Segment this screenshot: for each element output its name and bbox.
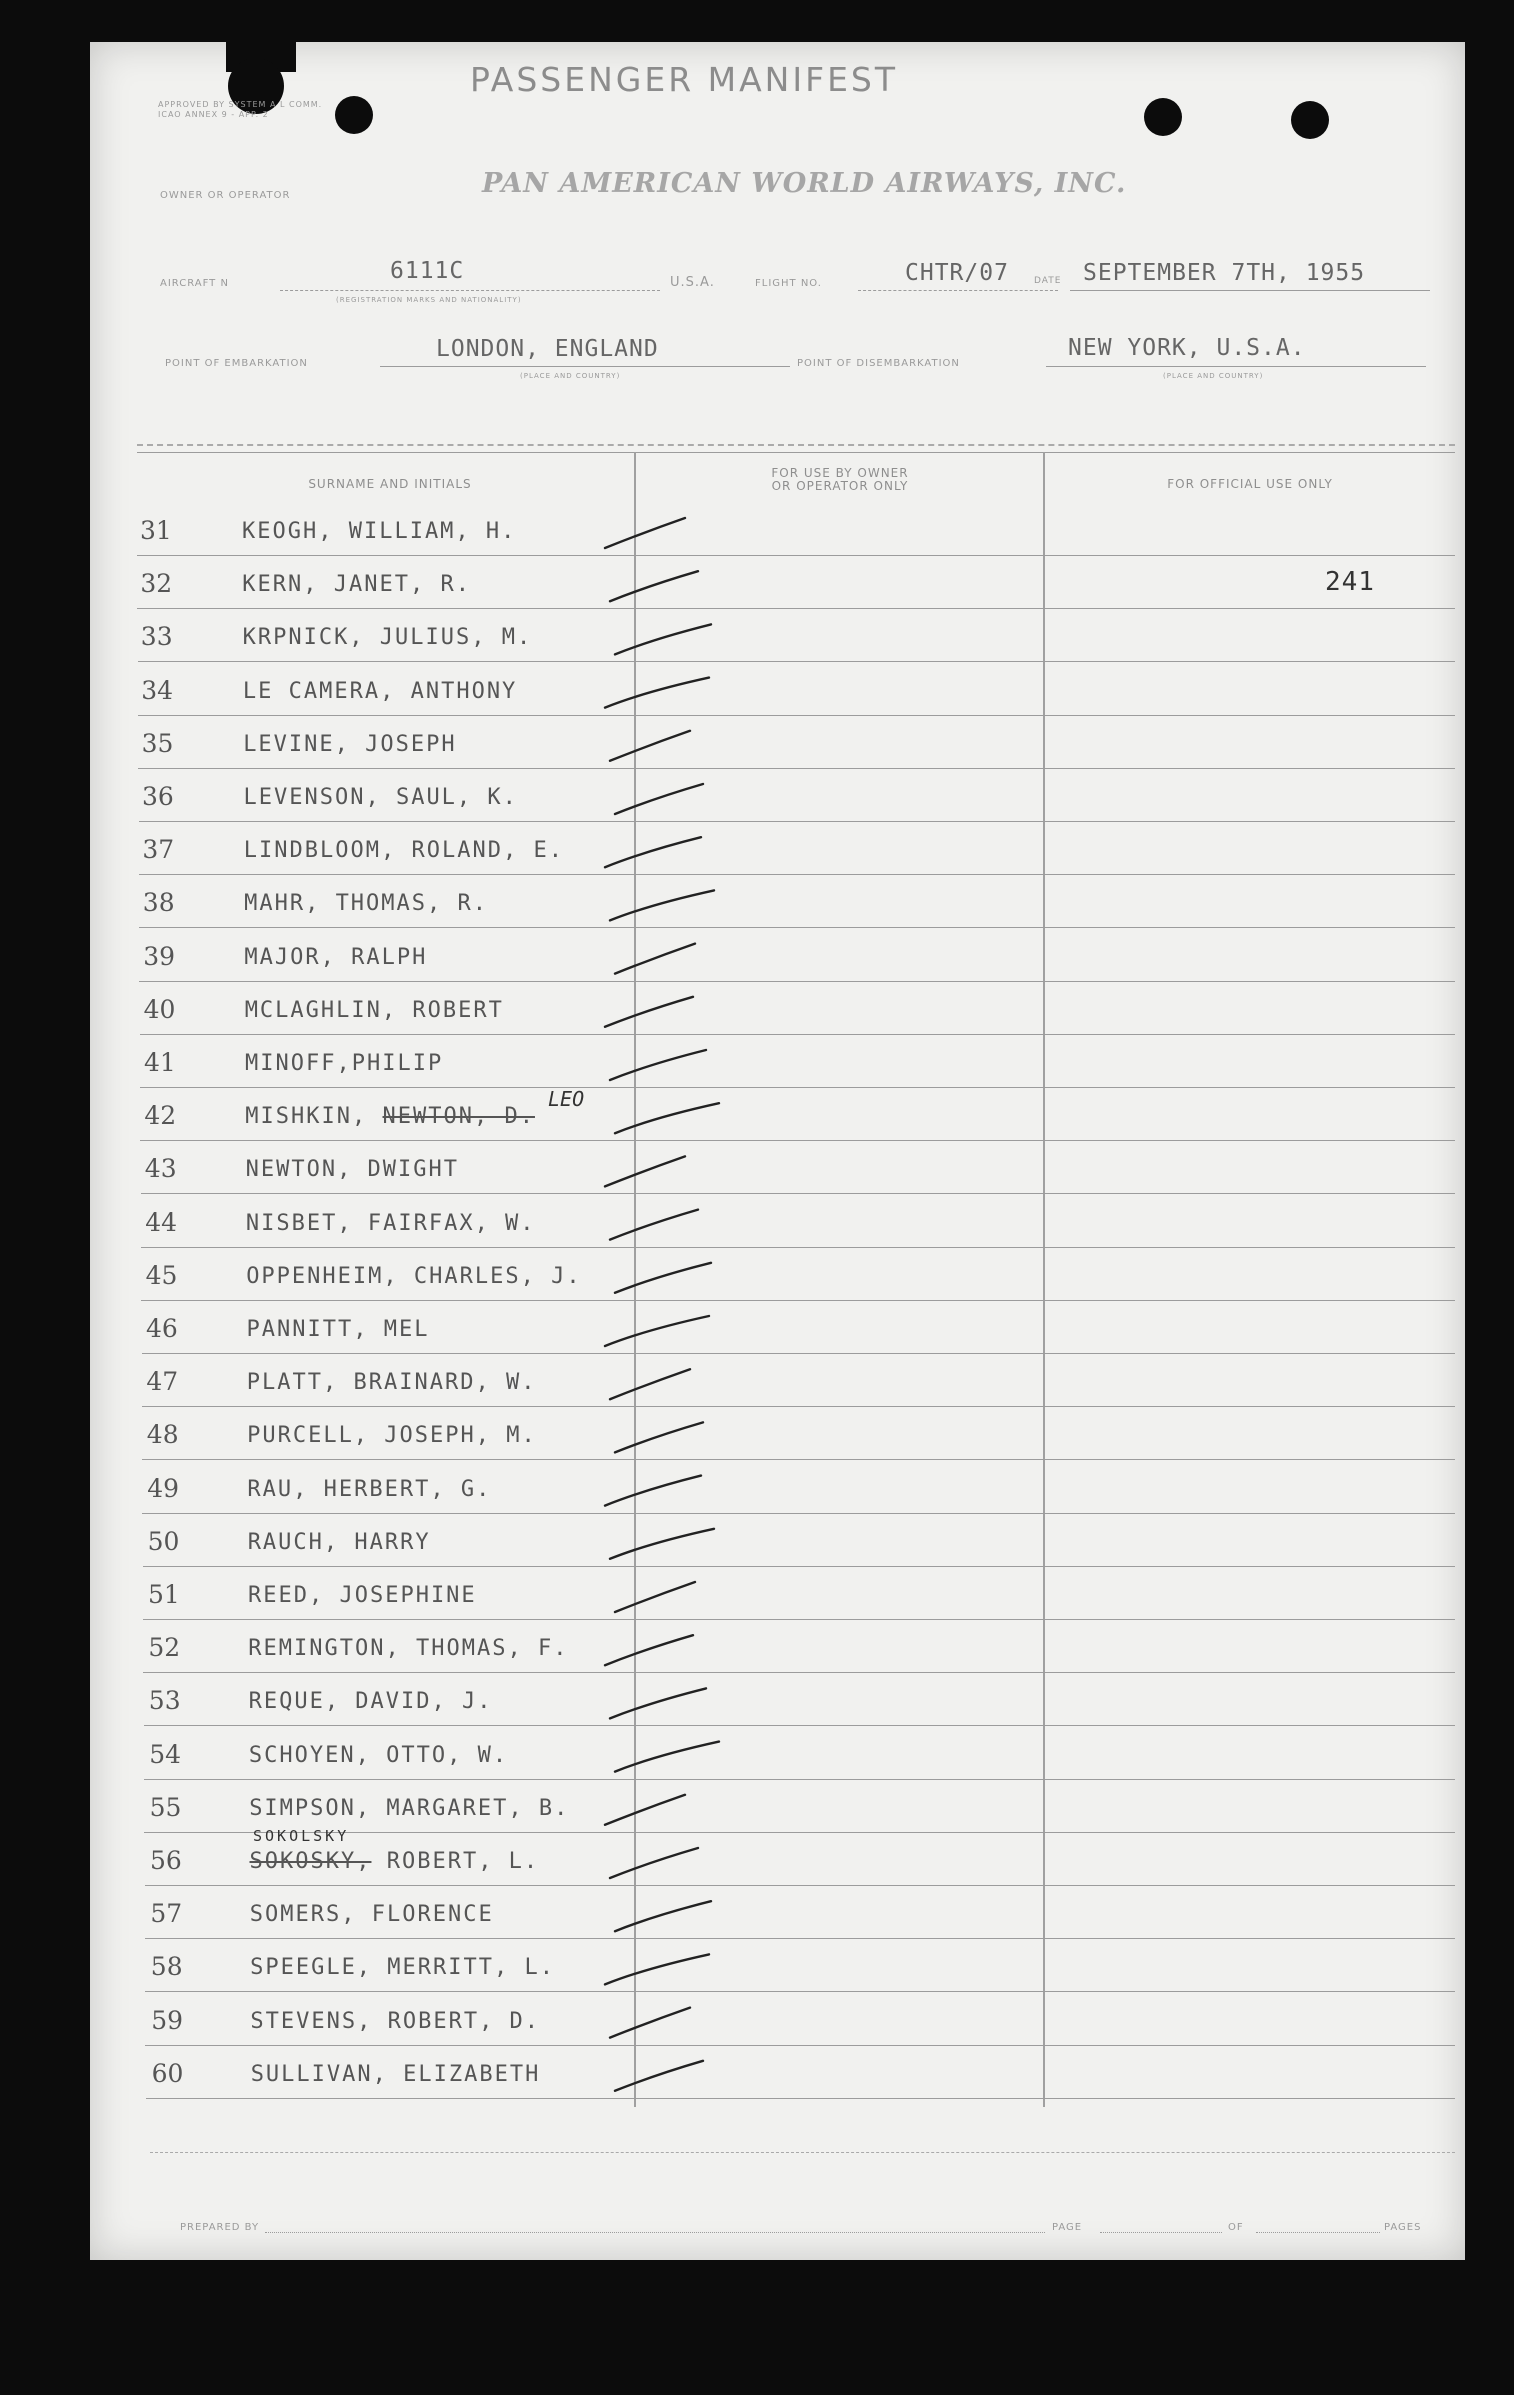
prepared-label: PREPARED BY	[180, 2222, 260, 2233]
row-number: 44	[145, 1207, 177, 1237]
disembark-value: NEW YORK, U.S.A.	[1068, 335, 1306, 361]
column-header-owner-line2: OR OPERATOR ONLY	[771, 479, 909, 493]
row-number: 34	[141, 675, 173, 705]
passenger-name: OPPENHEIM, CHARLES, J.	[246, 1263, 582, 1289]
column-divider-2	[1043, 452, 1045, 2107]
row-divider	[139, 874, 1455, 875]
passenger-name	[250, 1849, 540, 1874]
passenger-name-text: MISHKIN,	[245, 1104, 368, 1130]
passenger-name: REMINGTON, THOMAS, F.	[248, 1636, 569, 1662]
row-number: 41	[144, 1048, 176, 1077]
passenger-name: MCLAGHLIN, ROBERT	[244, 997, 504, 1023]
row-number: 58	[150, 1952, 183, 1982]
row-number: 40	[143, 994, 176, 1024]
passenger-name: MAHR, THOMAS, R.	[244, 891, 489, 917]
row-number: 53	[148, 1686, 181, 1716]
row-number: 55	[149, 1792, 182, 1822]
passenger-name: SPEEGLE, MERRITT, L.	[250, 1955, 555, 1981]
passenger-name: PURCELL, JOSEPH, M.	[247, 1423, 537, 1449]
passenger-name: RAUCH, HARRY	[247, 1529, 431, 1555]
row-number: 36	[142, 782, 174, 811]
row-divider	[144, 1725, 1455, 1726]
row-divider	[137, 608, 1455, 609]
punch-hole	[1144, 98, 1182, 136]
row-divider	[138, 661, 1455, 662]
prepared-underline	[265, 2232, 1045, 2233]
row-divider	[137, 555, 1455, 556]
pages-label: PAGES	[1384, 2222, 1422, 2233]
row-number: 48	[146, 1420, 179, 1450]
row-divider	[139, 821, 1456, 822]
owner-value: PAN AMERICAN WORLD AIRWAYS, INC.	[482, 168, 1127, 199]
row-divider	[140, 1140, 1455, 1141]
flight-value: CHTR/07	[905, 260, 1009, 286]
disembark-underline	[1046, 366, 1426, 367]
row-divider	[142, 1353, 1456, 1354]
passenger-name-text: ROBERT, L.	[386, 1849, 540, 1874]
passenger-name: NISBET, FAIRFAX, W.	[245, 1210, 536, 1236]
row-number: 47	[146, 1367, 179, 1397]
row-number: 54	[149, 1739, 181, 1769]
row-divider	[142, 1513, 1455, 1514]
passenger-name: KRPNICK, JULIUS, M.	[242, 625, 533, 651]
passenger-name: REED, JOSEPHINE	[248, 1583, 477, 1608]
row-divider	[142, 1459, 1455, 1460]
row-number: 39	[143, 941, 175, 971]
row-number: 56	[150, 1846, 182, 1875]
aircraft-value: 6111C	[390, 258, 465, 284]
row-divider	[141, 1247, 1455, 1248]
embark-underline	[380, 366, 790, 367]
row-divider	[138, 715, 1455, 716]
of-underline	[1256, 2232, 1380, 2233]
row-divider	[142, 1406, 1455, 1407]
row-divider	[146, 2098, 1455, 2099]
row-number: 43	[144, 1154, 177, 1184]
row-number: 38	[142, 888, 175, 918]
struck-name: NEWTON, D.	[382, 1104, 535, 1130]
row-divider	[145, 1991, 1455, 1992]
passenger-name: SOMERS, FLORENCE	[249, 1902, 494, 1928]
row-number: 60	[151, 2058, 184, 2088]
table-bottom-border	[150, 2152, 1455, 2153]
official-use-value: 241	[1325, 567, 1375, 598]
embark-value: LONDON, ENGLAND	[436, 336, 659, 362]
row-number: 51	[148, 1580, 180, 1609]
column-header-name: SURNAME AND INITIALS	[308, 477, 472, 491]
row-number: 32	[140, 569, 173, 599]
page-label: PAGE	[1052, 2222, 1083, 2233]
punch-hole	[335, 96, 373, 134]
row-divider	[140, 1087, 1455, 1088]
row-number: 33	[140, 622, 173, 652]
passenger-name: LEVINE, JOSEPH	[243, 731, 457, 757]
flight-label: FLIGHT NO.	[755, 278, 822, 289]
row-number: 42	[144, 1101, 177, 1131]
passenger-name: PANNITT, MEL	[246, 1317, 430, 1342]
nationality: U.S.A.	[670, 275, 715, 290]
disembark-sublabel: (PLACE AND COUNTRY)	[1163, 372, 1264, 380]
owner-label: OWNER OR OPERATOR	[160, 190, 291, 201]
passenger-name: REQUE, DAVID, J.	[248, 1689, 493, 1715]
aircraft-sublabel: (REGISTRATION MARKS AND NATIONALITY)	[336, 296, 522, 304]
page-underline	[1100, 2232, 1222, 2233]
row-divider	[143, 1672, 1455, 1673]
row-divider	[140, 1034, 1455, 1035]
passenger-name: KEOGH, WILLIAM, H.	[242, 519, 517, 544]
date-underline	[1070, 290, 1430, 291]
row-divider	[139, 981, 1455, 982]
row-number: 49	[147, 1473, 179, 1503]
struck-name: SOKOSKY,	[249, 1849, 372, 1874]
passenger-name: MINOFF,PHILIP	[245, 1051, 444, 1076]
handwritten-correction: SOKOLSKY	[253, 1827, 350, 1845]
row-number: 50	[147, 1526, 180, 1556]
passenger-name: LINDBLOOM, ROLAND, E.	[243, 838, 564, 864]
column-divider-1	[634, 452, 636, 2107]
row-divider	[141, 1193, 1455, 1194]
row-number: 31	[140, 516, 172, 545]
row-number: 52	[148, 1633, 181, 1663]
passenger-name: SCHOYEN, OTTO, W.	[248, 1742, 509, 1768]
disembark-label: POINT OF DISEMBARKATION	[797, 358, 960, 369]
row-number: 59	[151, 2005, 183, 2035]
column-header-owner-line1: FOR USE BY OWNER	[771, 466, 909, 480]
of-label: OF	[1228, 2222, 1244, 2233]
row-number: 45	[145, 1260, 178, 1290]
row-divider	[139, 927, 1455, 928]
row-number: 37	[142, 835, 175, 865]
row-divider	[145, 1938, 1455, 1939]
embark-sublabel: (PLACE AND COUNTRY)	[520, 372, 621, 380]
date-value: SEPTEMBER 7TH, 1955	[1083, 260, 1366, 286]
row-divider	[143, 1619, 1455, 1620]
row-divider	[141, 1300, 1455, 1301]
embark-label: POINT OF EMBARKATION	[165, 358, 308, 369]
row-divider	[145, 2045, 1455, 2046]
manifest-title: PASSENGER MANIFEST	[470, 60, 899, 99]
handwritten-correction: LEO	[548, 1087, 585, 1112]
table-top-border-2	[137, 452, 1455, 453]
passenger-name: SULLIVAN, ELIZABETH	[250, 2061, 541, 2087]
aircraft-underline	[280, 290, 660, 291]
punch-hole	[1291, 101, 1329, 139]
passenger-name: PLATT, BRAINARD, W.	[246, 1370, 537, 1396]
passenger-name: LEVENSON, SAUL, K.	[243, 785, 518, 810]
row-number: 46	[146, 1314, 178, 1343]
row-divider	[145, 1885, 1456, 1886]
row-number: 57	[150, 1899, 183, 1929]
flight-underline	[858, 290, 1058, 291]
row-divider	[138, 768, 1455, 769]
passenger-name: RAU, HERBERT, G.	[247, 1476, 492, 1502]
row-number: 35	[141, 728, 174, 758]
approval-note: APPROVED BY SYSTEM A L COMM. ICAO ANNEX 9 - APP. 2	[158, 100, 323, 119]
passenger-name: STEVENS, ROBERT, D.	[250, 2008, 541, 2034]
passenger-name: LE CAMERA, ANTHONY	[242, 678, 518, 704]
passenger-name: SIMPSON, MARGARET, B.	[249, 1795, 570, 1821]
passenger-name	[245, 1104, 535, 1129]
column-header-official: FOR OFFICIAL USE ONLY	[1167, 477, 1333, 491]
aircraft-label: AIRCRAFT N	[160, 278, 229, 289]
table-top-border	[137, 444, 1455, 446]
row-divider	[144, 1779, 1455, 1780]
row-divider	[143, 1566, 1455, 1567]
passenger-name: MAJOR, RALPH	[244, 944, 428, 970]
date-label: DATE	[1034, 276, 1062, 286]
passenger-name: KERN, JANET, R.	[242, 572, 471, 598]
passenger-name: NEWTON, DWIGHT	[245, 1157, 460, 1183]
